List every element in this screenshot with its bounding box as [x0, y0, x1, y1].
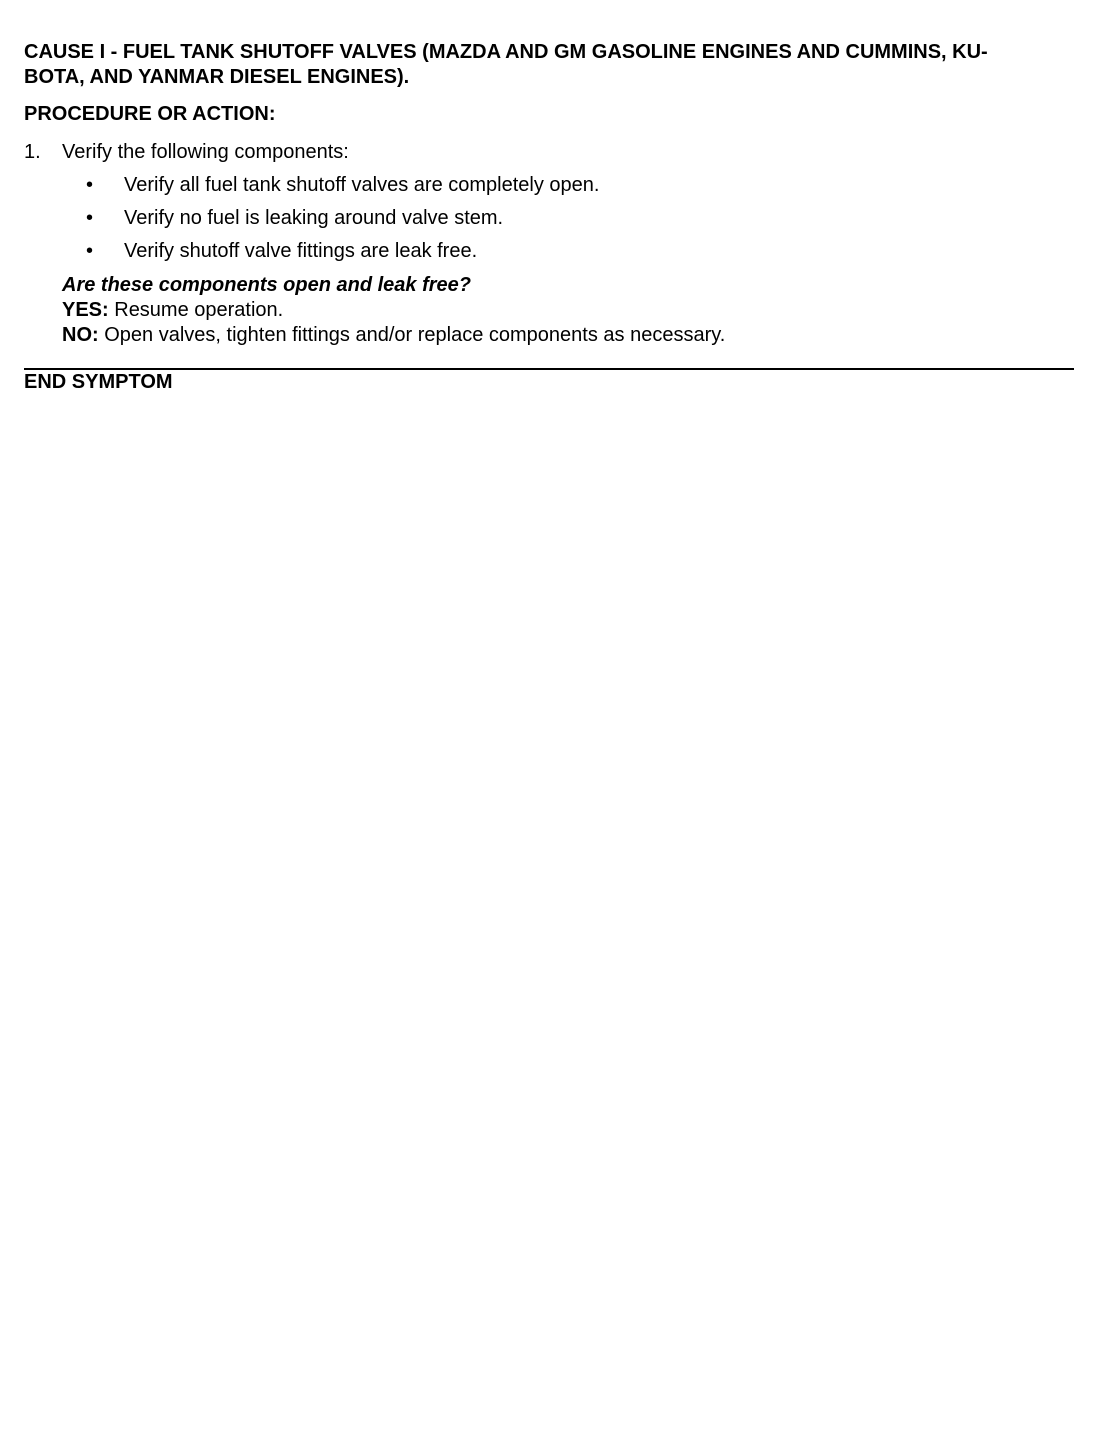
- bullet-icon: •: [86, 240, 94, 262]
- step-text: Verify the following components:: [62, 141, 349, 163]
- bullet-text: Verify all fuel tank shutoff valves are completely open.: [124, 174, 600, 196]
- bullet-icon: •: [86, 174, 94, 196]
- procedure-heading: PROCEDURE OR ACTION:: [24, 103, 276, 125]
- bullet-text: Verify shutoff valve fittings are leak free.: [124, 240, 478, 262]
- answer-no: [62, 323, 725, 348]
- end-symptom-label: END SYMPTOM: [24, 371, 173, 393]
- answer-yes: [62, 298, 283, 323]
- section-divider: [24, 368, 1074, 370]
- answer-no-text: Open valves, tighten fittings and/or replace components as necessary.: [98, 324, 726, 346]
- step-number: 1.: [24, 141, 41, 163]
- bullet-text: Verify no fuel is leaking around valve stem.: [124, 207, 504, 229]
- cause-title-line-2: BOTA, AND YANMAR DIESEL ENGINES).: [24, 66, 410, 88]
- step-question: Are these components open and leak free?: [62, 274, 471, 296]
- answer-yes-text: Resume operation.: [108, 299, 284, 321]
- bullet-icon: •: [86, 207, 94, 229]
- answer-yes-label: YES:: [62, 299, 109, 321]
- answer-no-label: NO:: [62, 324, 99, 346]
- cause-title-line-1: CAUSE I - FUEL TANK SHUTOFF VALVES (MAZDA AND GM GASOLINE ENGINES AND CUMMINS, KU-: [24, 41, 988, 63]
- cause-title: [24, 40, 1074, 90]
